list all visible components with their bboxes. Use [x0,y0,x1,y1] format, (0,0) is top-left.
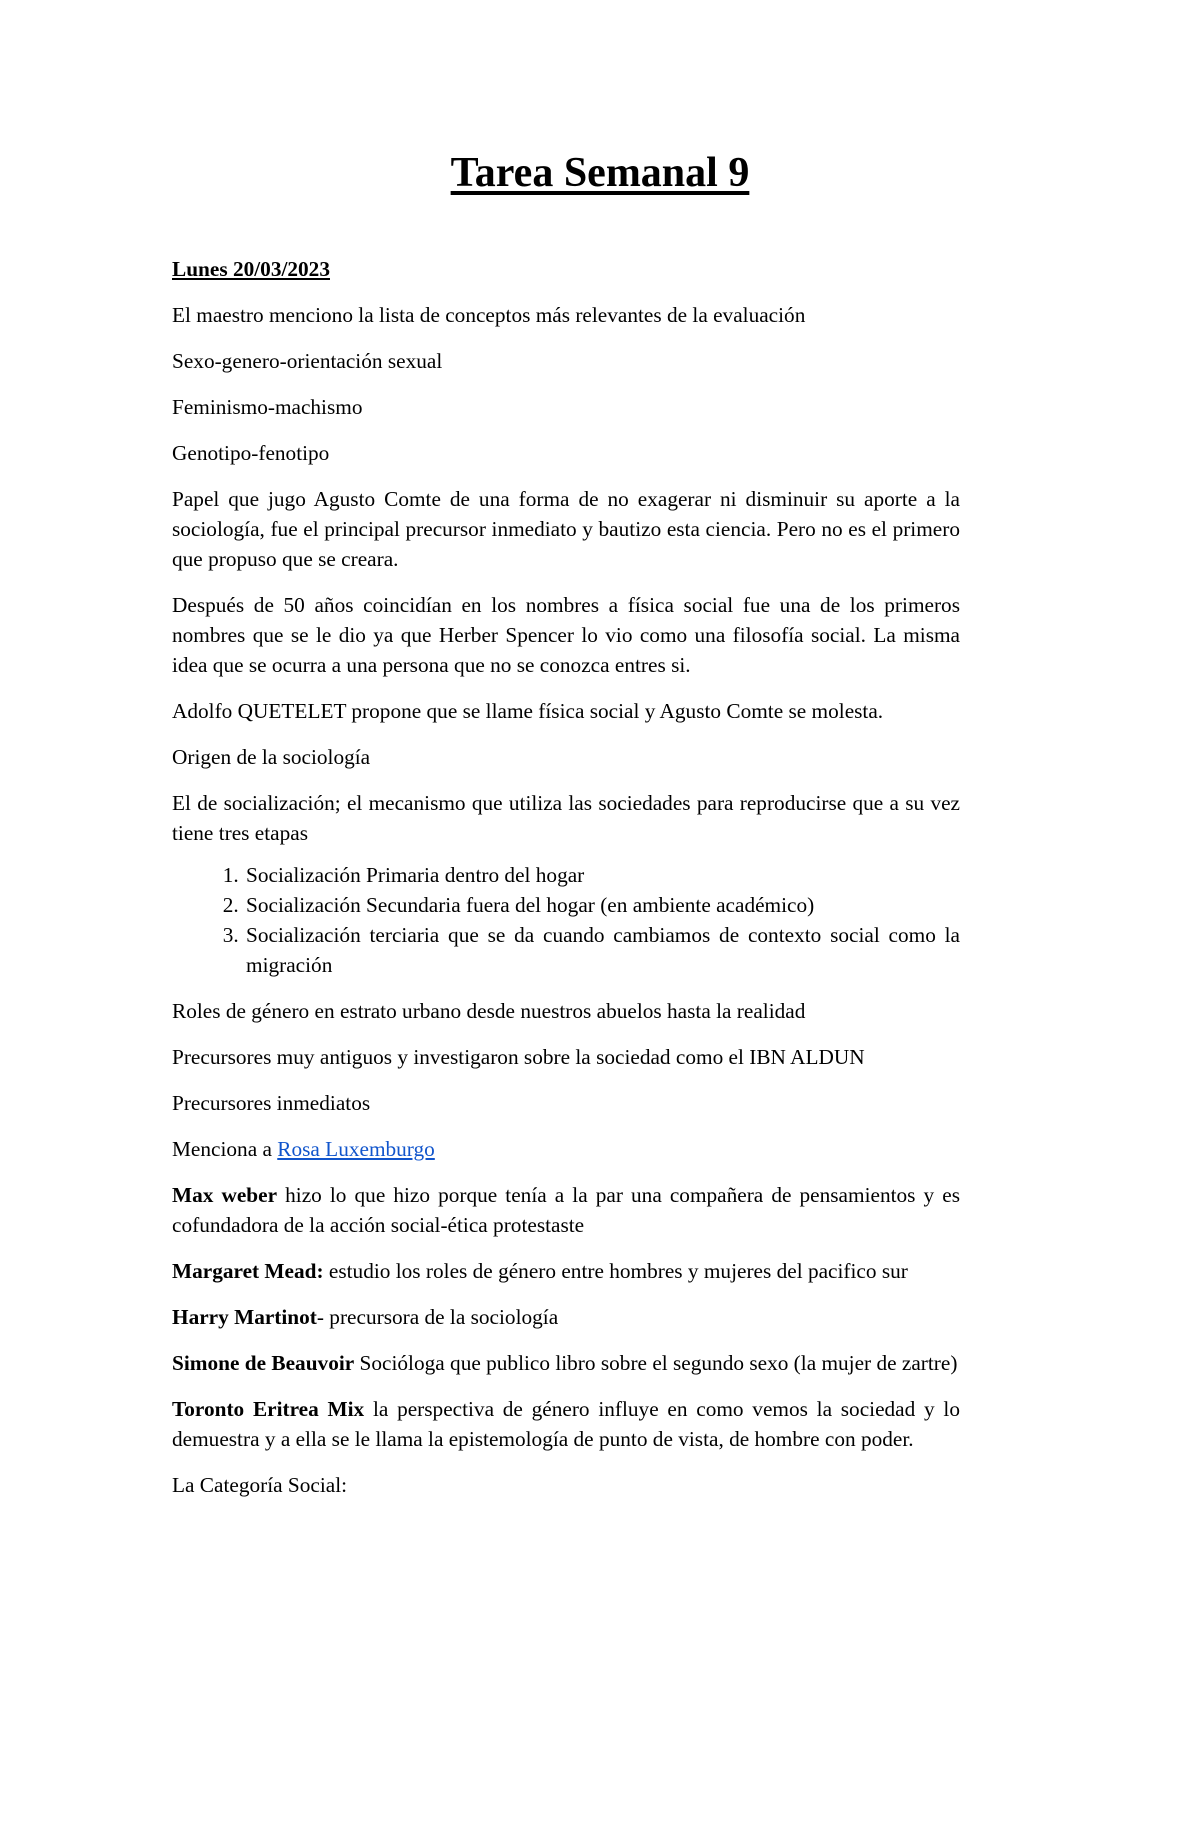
paragraph: El maestro menciono la lista de conceptos más relevantes de la evaluación [172,303,806,327]
person-name: Toronto Eritrea Mix [172,1397,365,1421]
person-description: Socióloga que publico libro sobre el segundo sexo (la mujer de zartre) [354,1351,958,1375]
person-name: Simone de Beauvoir [172,1351,355,1375]
rosa-luxemburgo-link[interactable]: Rosa Luxemburgo [277,1137,435,1161]
page-title: Tarea Semanal 9 [450,150,750,196]
person-entry [172,1180,960,1240]
person-name: Harry Martinot [172,1305,317,1329]
date-heading: Lunes 20/03/2023 [172,257,330,281]
person-entry [172,1302,960,1332]
paragraph: Sexo-genero-orientación sexual [172,349,443,373]
paragraph: Roles de género en estrato urbano desde nuestros abuelos hasta la realidad [172,999,806,1023]
closing-heading: La Categoría Social: [172,1473,348,1497]
person-description: - precursora de la sociología [316,1305,559,1329]
paragraph: Origen de la sociología [172,745,371,769]
paragraph: Adolfo QUETELET propone que se llame física social y Agusto Comte se molesta. [172,699,884,723]
paragraph: Precursores inmediatos [172,1091,371,1115]
person-name: Max weber [172,1183,278,1207]
paragraph: Feminismo-machismo [172,395,363,419]
paragraph: Genotipo-fenotipo [172,441,330,465]
person-name: Margaret Mead: [172,1259,324,1283]
person-entry [172,1394,960,1454]
paragraph: Precursores muy antiguos y investigaron sobre la sociedad como el IBN ALDUN [172,1045,865,1069]
paragraph: Papel que jugo Agusto Comte de una forma de no exagerar ni disminuir su aporte a la sociología, fue el principal precursor inmediato y bautizo esta ciencia. Pero no es el primero que propuso que se creara. [172,487,960,571]
person-entry [172,1256,960,1286]
paragraph: El de socialización; el mecanismo que utiliza las sociedades para reproducirse que a su vez tiene tres etapas [172,791,960,845]
document-page [0,146,1200,1844]
list-item: 2. Socialización Secundaria fuera del hogar (en ambiente académico) [244,890,960,920]
person-description: hizo lo que hizo porque tenía a la par una compañera de pensamientos y es cofundadora de la acción social-ética protestaste [172,1183,960,1237]
person-description: estudio los roles de género entre hombres y mujeres del pacifico sur [323,1259,908,1283]
person-entry [172,1348,960,1378]
list-item: 1. Socialización Primaria dentro del hogar [244,860,960,890]
socialization-stages-list [172,860,960,980]
mention-paragraph [172,1134,960,1164]
person-description: la perspectiva de género influye en como vemos la sociedad y lo demuestra y a ella se le llama la epistemología de punto de vista, de hombre con poder. [172,1397,960,1451]
mention-prefix: Menciona a [172,1137,278,1161]
list-item: 3. Socialización terciaria que se da cuando cambiamos de contexto social como la migración [244,920,960,980]
paragraph: Después de 50 años coincidían en los nombres a física social fue una de los primeros nombres que se le dio ya que Herber Spencer lo vio como una filosofía social. La misma idea que se ocurra a una persona que no se conozca entres si. [172,593,960,677]
